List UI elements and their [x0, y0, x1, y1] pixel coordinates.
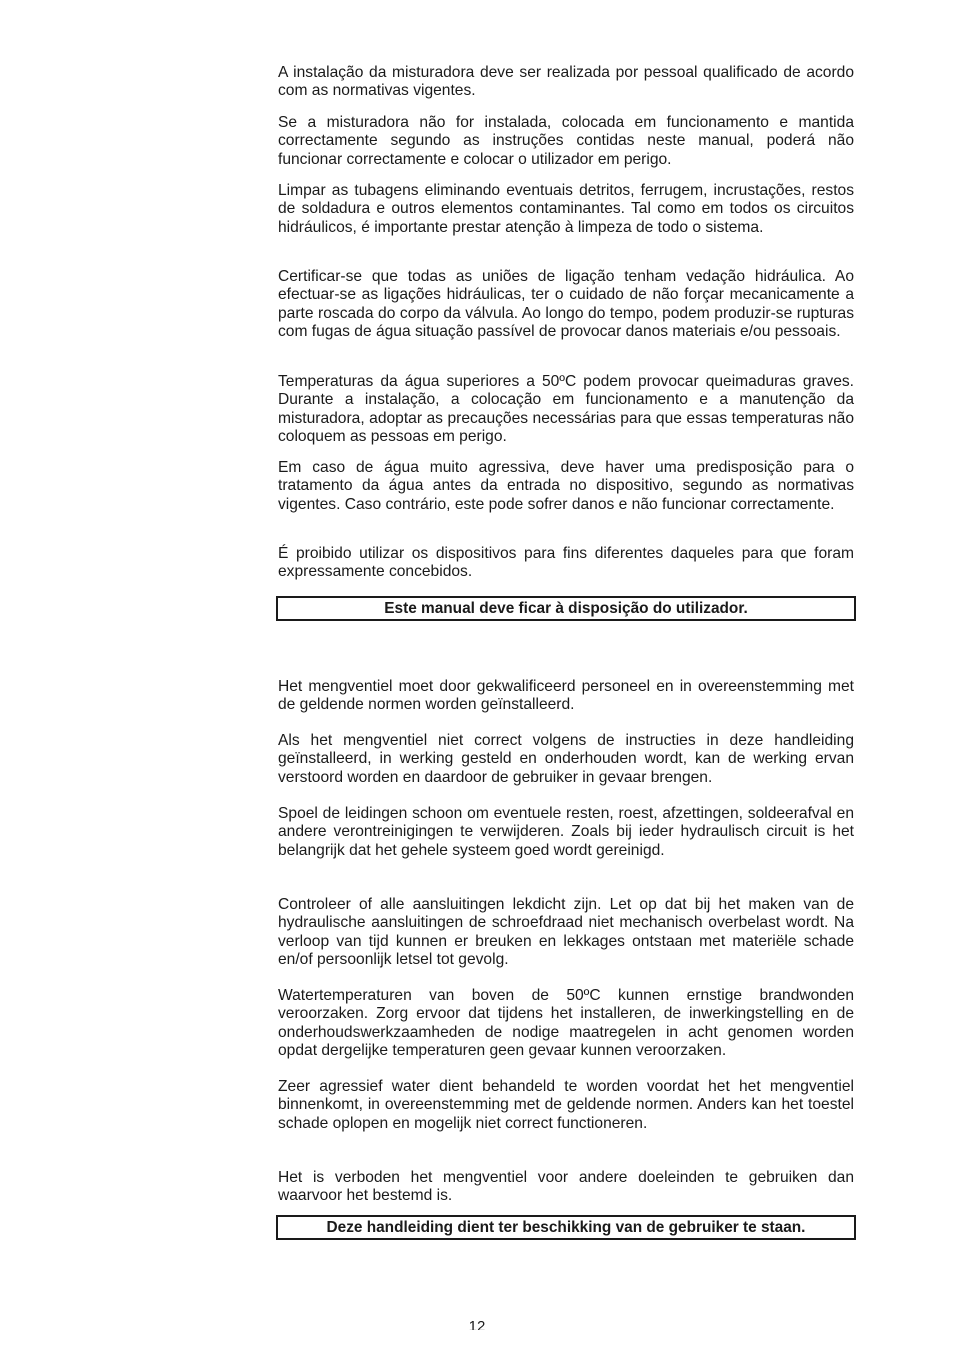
paragraph-pt-6: Em caso de água muito agressiva, deve haver uma predisposição para o tratamento da água antes da entrada no dispositivo, segundo as normativas vigentes. Caso contrário, este pode sofrer danos e não funcionar correctamente.	[278, 459, 854, 513]
notice-box-pt: Este manual deve ficar à disposição do utilizador.	[276, 596, 856, 621]
paragraph-nl-7: Het is verboden het mengventiel voor andere doeleinden te gebruiken dan waarvoor het bestemd is.	[278, 1169, 854, 1205]
notice-box-nl: Deze handleiding dient ter beschikking van de gebruiker te staan.	[276, 1215, 856, 1240]
page-number: 12	[468, 1318, 486, 1330]
paragraph-nl-3: Spoel de leidingen schoon om eventuele resten, roest, afzettingen, soldeerafval en andere verontreinigingen te verwijderen. Zoals bij ieder hydraulisch circuit is het belangrijk dat het gehele systeem goed wordt gereinigd.	[278, 805, 854, 859]
paragraph-pt-1: A instalação da misturadora deve ser realizada por pessoal qualificado de acordo com as normativas vigentes.	[278, 64, 854, 100]
paragraph-nl-6: Zeer agressief water dient behandeld te worden voordat het het mengventiel binnenkomt, in overeenstemming met de geldende normen. Anders kan het toestel schade oplopen en mogelijk niet correct functioneren.	[278, 1078, 854, 1132]
paragraph-pt-3: Limpar as tubagens eliminando eventuais detritos, ferrugem, incrustações, restos de soldadura e outros elementos contaminantes. Tal como em todos os circuitos hidráulicos, é importante prestar atenção à limpeza de todo o sistema.	[278, 182, 854, 236]
paragraph-nl-4: Controleer of alle aansluitingen lekdicht zijn. Let op dat bij het maken van de hydraulische aansluitingen de schroefdraad niet mechanisch overbelast wordt. Na verloop van tijd kunnen er breuken en lekkages ontstaan met materiële schade en/of persoonlijk letsel tot gevolg.	[278, 896, 854, 968]
paragraph-pt-7: É proibido utilizar os dispositivos para fins diferentes daqueles para que foram expressamente concebidos.	[278, 545, 854, 581]
paragraph-pt-4: Certificar-se que todas as uniões de ligação tenham vedação hidráulica. Ao efectuar-se as ligações hidráulicas, ter o cuidado de não forçar mecanicamente a parte roscada do corpo da válvula. Ao longo do tempo, podem produzir-se rupturas com fugas de água situação passível de provocar danos materiais e/ou pessoais.	[278, 268, 854, 340]
paragraph-nl-1: Het mengventiel moet door gekwalificeerd personeel en in overeenstemming met de geldende normen worden geïnstalleerd.	[278, 678, 854, 714]
paragraph-nl-2: Als het mengventiel niet correct volgens de instructies in deze handleiding geïnstalleerd, in werking gesteld en onderhouden wordt, kan de werking ervan verstoord worden en daardoor de gebruiker in gevaar brengen.	[278, 732, 854, 786]
paragraph-nl-5: Watertemperaturen van boven de 50ºC kunnen ernstige brandwonden veroorzaken. Zorg ervoor dat tijdens het installeren, de inwerkingstelling en de onderhoudswerkzaamheden de nodige maatregelen in acht genomen worden opdat dergelijke temperaturen geen gevaar kunnen veroorzaken.	[278, 987, 854, 1059]
paragraph-pt-5: Temperaturas da água superiores a 50ºC podem provocar queimaduras graves. Durante a instalação, a colocação em funcionamento e a manutenção da misturadora, adoptar as precauções necessárias para que essas temperaturas não coloquem as pessoas em perigo.	[278, 373, 854, 445]
paragraph-pt-2: Se a misturadora não for instalada, colocada em funcionamento e mantida correctamente segundo as instruções contidas neste manual, poderá não funcionar correctamente e colocar o utilizador em perigo.	[278, 114, 854, 168]
